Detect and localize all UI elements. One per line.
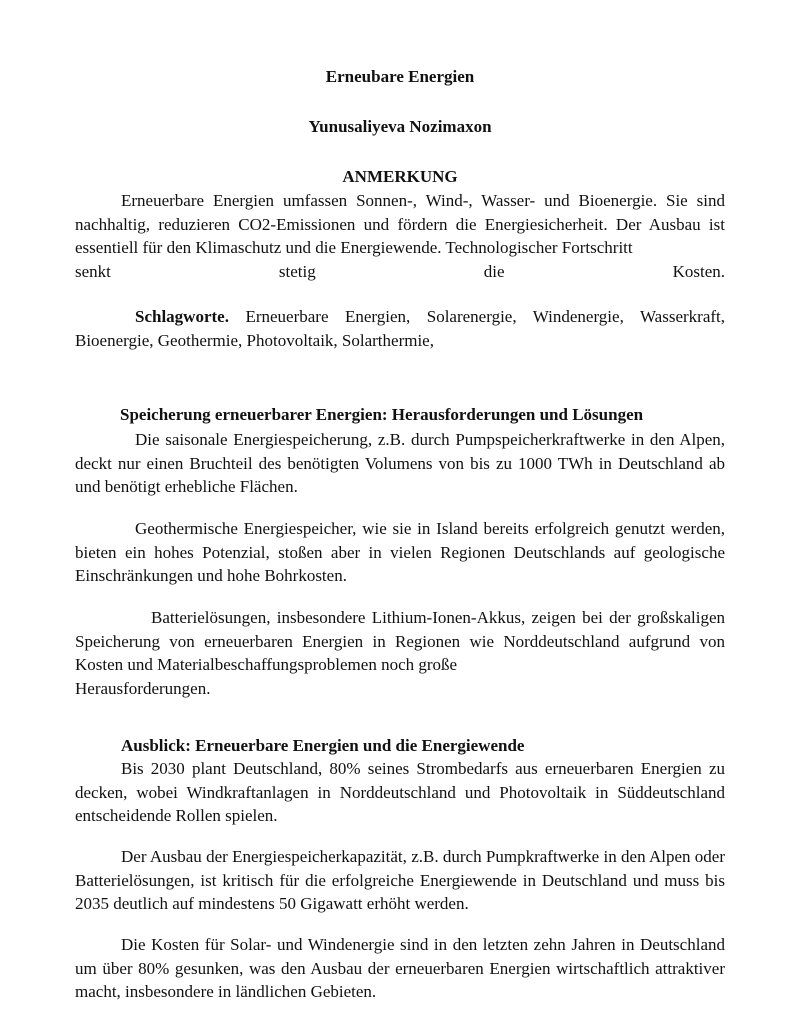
keywords-paragraph bbox=[75, 305, 725, 352]
section1-paragraph-1: Die saisonale Energiespeicherung, z.B. durch Pumpspeicherkraftwerke in den Alpen, deckt nur einen Bruchteil des benötigten Volumens von bis zu 1000 TWh in Deutschland ab und benötigt erhebliche Flächen. bbox=[75, 430, 725, 496]
section1-paragraph-2: Geothermische Energiespeicher, wie sie in Island bereits erfolgreich genutzt werden, bieten ein hohes Potenzial, stoßen aber in vielen Regionen Deutschlands auf geologische Einschränkungen und hohe Bohrkosten. bbox=[75, 519, 725, 585]
section2-paragraph-2: Der Ausbau der Energiespeicherkapazität, z.B. durch Pumpkraftwerke in den Alpen oder Batterielösungen, ist kritisch für die erfolgreiche Energiewende in Deutschland und muss bis 2035 deutlich auf mindestens 50 Gigawatt erhöht werden. bbox=[75, 847, 725, 913]
section2-heading: Ausblick: Erneuerbare Energien und die Energiewende bbox=[121, 736, 525, 755]
document-title: Erneubare Energien bbox=[325, 67, 475, 86]
section1-paragraph-3-last: Herausforderungen. bbox=[75, 678, 211, 698]
section1-paragraph-3-text: Batterielösungen, insbesondere Lithium-Ionen-Akkus, zeigen bei der großskaligen Speicherung von erneuerbaren Energien in Regionen wie Norddeutschland aufgrund von Kosten und Materialbeschaffungsproblemen noch große bbox=[75, 608, 725, 674]
annotation-text: Erneuerbare Energien umfassen Sonnen-, Wind-, Wasser- und Bioenergie. Sie sind nachhaltig, reduzieren CO2-Emissionen und fördern die Energiesicherheit. Der Ausbau ist essentiell für den Klimaschutz und die Energiewende. Technologischer Fortschritt bbox=[75, 191, 725, 257]
annotation-heading: ANMERKUNG bbox=[342, 167, 458, 186]
section1-paragraph-3 bbox=[75, 606, 725, 700]
section2-paragraph-3: Die Kosten für Solar- und Windenergie sind in den letzten zehn Jahren in Deutschland um über 80% gesunken, was den Ausbau der erneuerbaren Energien wirtschaftlich attraktiver macht, insbesondere in ländlichen Gebieten. bbox=[75, 935, 725, 1001]
keywords-text: Erneuerbare Energien, Solarenergie, Windenergie, Wasserkraft, Bioenergie, Geothermie, Photovoltaik, Solarthermie, bbox=[75, 307, 725, 350]
annotation-text-last-line: senkt stetig die Kosten. bbox=[75, 262, 725, 281]
author-name: Yunusaliyeva Nozimaxon bbox=[308, 117, 492, 136]
section2-paragraph-1: Bis 2030 plant Deutschland, 80% seines Strombedarfs aus erneuerbaren Energien zu decken, wobei Windkraftanlagen in Norddeutschland und Photovoltaik in Süddeutschland entscheidende Rollen spielen. bbox=[75, 759, 725, 825]
keywords-label: Schlagworte. bbox=[135, 307, 229, 326]
section1-heading: Speicherung erneuerbarer Energien: Herausforderungen und Lösungen bbox=[120, 405, 644, 424]
